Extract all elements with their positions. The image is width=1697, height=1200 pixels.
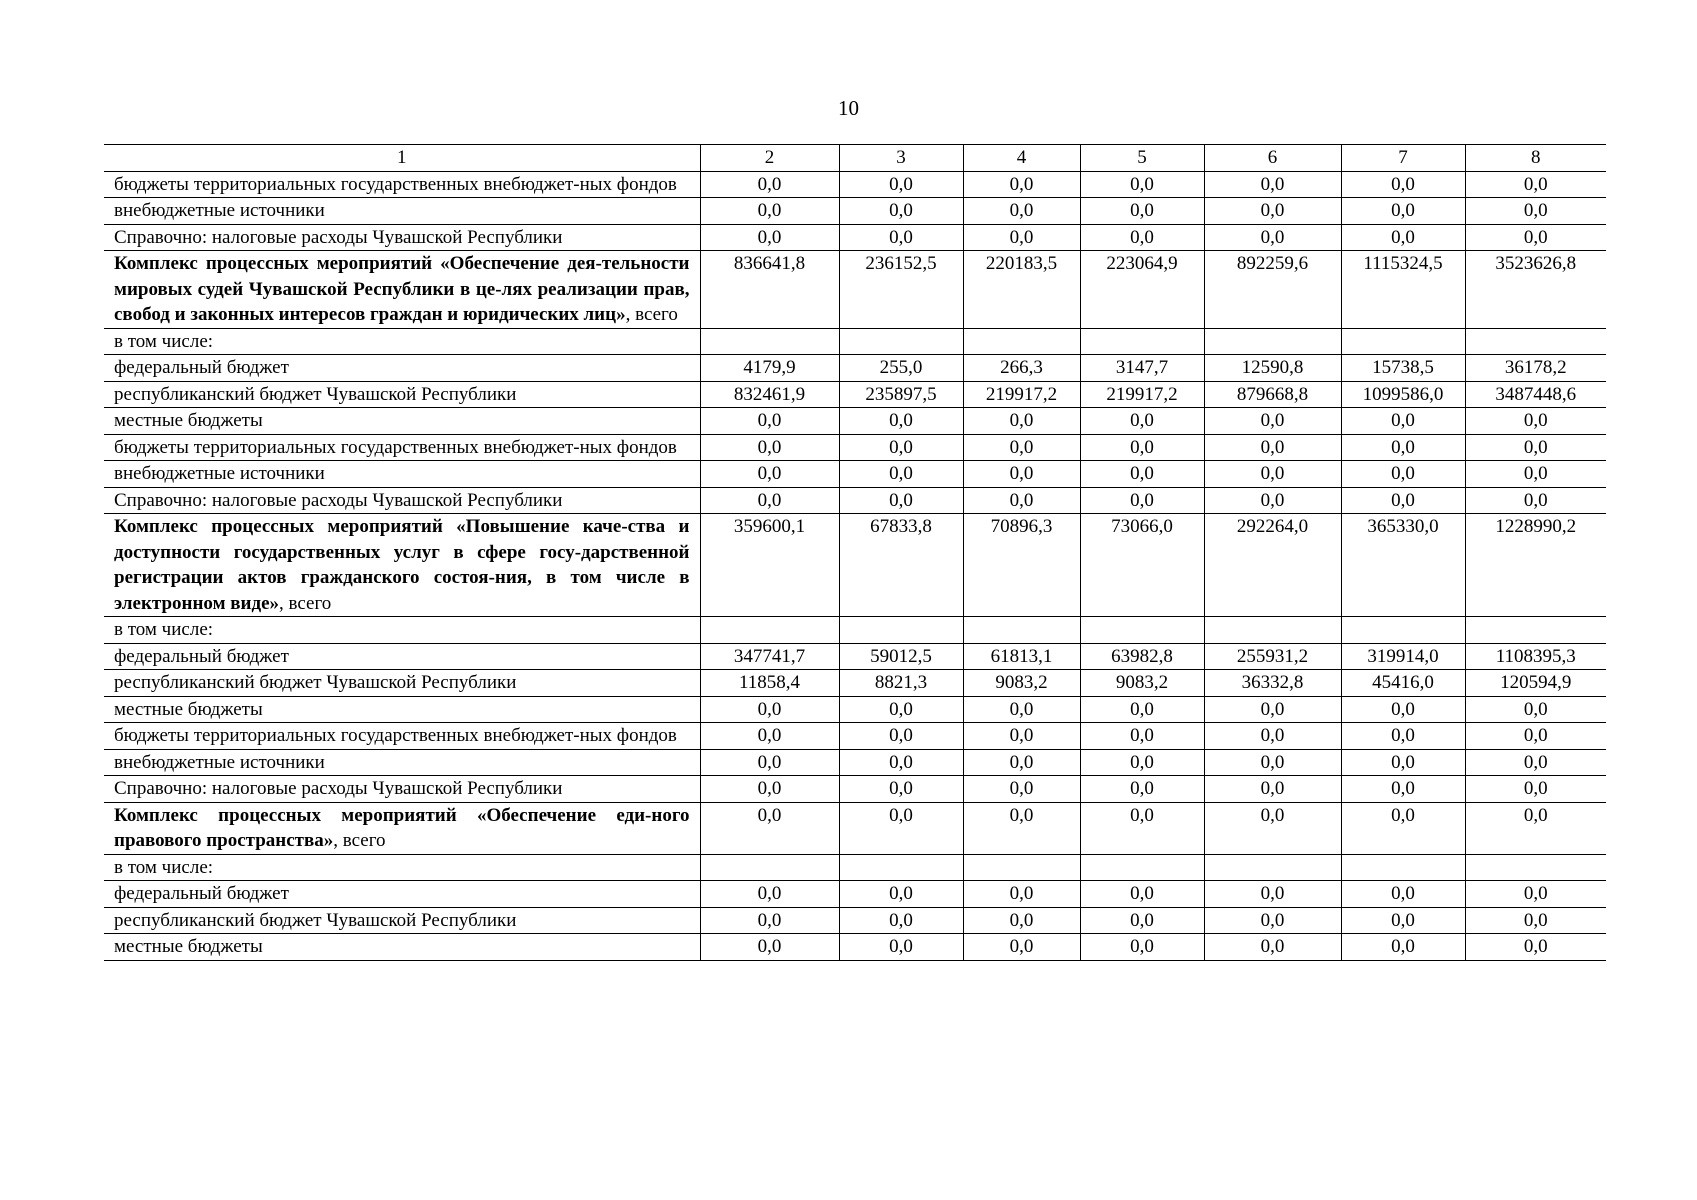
- value-cell: 0,0: [700, 776, 839, 803]
- value-cell: 0,0: [1465, 487, 1606, 514]
- value-cell: 0,0: [1080, 802, 1204, 854]
- value-cell: 0,0: [1341, 723, 1465, 750]
- value-cell: 0,0: [1080, 776, 1204, 803]
- table-row: [104, 776, 1606, 803]
- value-cell: 0,0: [700, 934, 839, 961]
- value-cell: 11858,4: [700, 670, 839, 697]
- row-name-cell: внебюджетные источники: [104, 749, 700, 776]
- row-name-cell: Справочно: налоговые расходы Чувашской Республики: [104, 224, 700, 251]
- value-cell: 0,0: [700, 881, 839, 908]
- table-row: [104, 514, 1606, 617]
- value-cell: 0,0: [1080, 723, 1204, 750]
- value-cell: 0,0: [1204, 776, 1341, 803]
- value-cell: 0,0: [1465, 408, 1606, 435]
- value-cell: 0,0: [700, 198, 839, 225]
- value-cell: 0,0: [1341, 934, 1465, 961]
- value-cell: 0,0: [1204, 907, 1341, 934]
- value-cell: 0,0: [700, 907, 839, 934]
- value-cell: 3147,7: [1080, 355, 1204, 382]
- value-cell: 0,0: [1341, 696, 1465, 723]
- value-cell: 0,0: [1080, 408, 1204, 435]
- value-cell: 0,0: [1204, 461, 1341, 488]
- value-cell: 0,0: [839, 907, 963, 934]
- table-row: [104, 723, 1606, 750]
- program-name: Комплекс процессных мероприятий «Обеспечение еди-ного правового пространства»: [114, 804, 690, 851]
- value-cell: 0,0: [963, 934, 1080, 961]
- value-cell: 223064,9: [1080, 251, 1204, 329]
- value-cell: 0,0: [1465, 696, 1606, 723]
- value-cell: 15738,5: [1341, 355, 1465, 382]
- value-cell: 8821,3: [839, 670, 963, 697]
- value-cell: 0,0: [1204, 934, 1341, 961]
- row-name-cell: бюджеты территориальных государственных внебюджет-ных фондов: [104, 723, 700, 750]
- table-row: [104, 934, 1606, 961]
- value-cell: 0,0: [839, 408, 963, 435]
- value-cell: 236152,5: [839, 251, 963, 329]
- value-cell: [1204, 854, 1341, 881]
- value-cell: 0,0: [700, 802, 839, 854]
- value-cell: 0,0: [963, 723, 1080, 750]
- value-cell: 4179,9: [700, 355, 839, 382]
- row-name-cell: Справочно: налоговые расходы Чувашской Республики: [104, 487, 700, 514]
- table-row: [104, 224, 1606, 251]
- value-cell: [839, 854, 963, 881]
- value-cell: 0,0: [1080, 934, 1204, 961]
- column-header: 3: [839, 145, 963, 172]
- value-cell: 0,0: [1465, 776, 1606, 803]
- value-cell: 219917,2: [1080, 381, 1204, 408]
- value-cell: 0,0: [839, 934, 963, 961]
- value-cell: 9083,2: [1080, 670, 1204, 697]
- value-cell: 879668,8: [1204, 381, 1341, 408]
- value-cell: 0,0: [1341, 776, 1465, 803]
- value-cell: 0,0: [1080, 696, 1204, 723]
- value-cell: 0,0: [839, 224, 963, 251]
- table-row: [104, 670, 1606, 697]
- table-row: [104, 355, 1606, 382]
- budget-table: [104, 144, 1606, 961]
- value-cell: 892259,6: [1204, 251, 1341, 329]
- value-cell: 0,0: [1465, 434, 1606, 461]
- table-row: [104, 907, 1606, 934]
- value-cell: 45416,0: [1341, 670, 1465, 697]
- row-name-cell: местные бюджеты: [104, 696, 700, 723]
- value-cell: 1099586,0: [1341, 381, 1465, 408]
- column-header: 2: [700, 145, 839, 172]
- value-cell: 0,0: [1204, 408, 1341, 435]
- table-row: [104, 487, 1606, 514]
- value-cell: 0,0: [1080, 198, 1204, 225]
- value-cell: 0,0: [1341, 171, 1465, 198]
- value-cell: [839, 617, 963, 644]
- value-cell: 0,0: [1341, 487, 1465, 514]
- value-cell: [1204, 617, 1341, 644]
- row-name-cell: местные бюджеты: [104, 934, 700, 961]
- value-cell: 0,0: [839, 749, 963, 776]
- value-cell: 0,0: [1465, 461, 1606, 488]
- value-cell: [1080, 854, 1204, 881]
- column-header: 8: [1465, 145, 1606, 172]
- value-cell: 0,0: [963, 198, 1080, 225]
- value-cell: 0,0: [839, 198, 963, 225]
- value-cell: 3523626,8: [1465, 251, 1606, 329]
- value-cell: 0,0: [1204, 198, 1341, 225]
- value-cell: 1228990,2: [1465, 514, 1606, 617]
- table-row: [104, 408, 1606, 435]
- row-name-cell: в том числе:: [104, 854, 700, 881]
- value-cell: 36178,2: [1465, 355, 1606, 382]
- value-cell: 347741,7: [700, 643, 839, 670]
- value-cell: 255931,2: [1204, 643, 1341, 670]
- table-row: [104, 328, 1606, 355]
- value-cell: 0,0: [1080, 224, 1204, 251]
- value-cell: [700, 854, 839, 881]
- value-cell: 266,3: [963, 355, 1080, 382]
- program-total-suffix: , всего: [279, 592, 332, 614]
- value-cell: 0,0: [839, 776, 963, 803]
- value-cell: 0,0: [1204, 171, 1341, 198]
- value-cell: 0,0: [700, 696, 839, 723]
- value-cell: [1465, 617, 1606, 644]
- value-cell: [700, 328, 839, 355]
- value-cell: 219917,2: [963, 381, 1080, 408]
- value-cell: 0,0: [963, 696, 1080, 723]
- value-cell: 120594,9: [1465, 670, 1606, 697]
- value-cell: 0,0: [1341, 461, 1465, 488]
- value-cell: 0,0: [1465, 881, 1606, 908]
- value-cell: 0,0: [700, 487, 839, 514]
- table-row: [104, 461, 1606, 488]
- value-cell: 0,0: [1465, 171, 1606, 198]
- value-cell: 0,0: [1204, 802, 1341, 854]
- value-cell: 0,0: [700, 749, 839, 776]
- value-cell: 0,0: [1465, 749, 1606, 776]
- table-row: [104, 643, 1606, 670]
- value-cell: 0,0: [963, 224, 1080, 251]
- table-row: [104, 617, 1606, 644]
- value-cell: [1341, 617, 1465, 644]
- value-cell: 0,0: [1204, 224, 1341, 251]
- column-header: 7: [1341, 145, 1465, 172]
- value-cell: 0,0: [963, 749, 1080, 776]
- row-name-cell: внебюджетные источники: [104, 198, 700, 225]
- value-cell: 0,0: [963, 907, 1080, 934]
- value-cell: 0,0: [1204, 881, 1341, 908]
- row-name-cell: федеральный бюджет: [104, 355, 700, 382]
- value-cell: [963, 328, 1080, 355]
- column-header: 1: [104, 145, 700, 172]
- value-cell: 0,0: [1341, 881, 1465, 908]
- value-cell: 67833,8: [839, 514, 963, 617]
- value-cell: [1341, 854, 1465, 881]
- value-cell: 0,0: [963, 434, 1080, 461]
- value-cell: 0,0: [963, 881, 1080, 908]
- table-row: [104, 749, 1606, 776]
- column-header: 5: [1080, 145, 1204, 172]
- table-row: [104, 251, 1606, 329]
- value-cell: 0,0: [1341, 224, 1465, 251]
- row-name-cell: [104, 514, 700, 617]
- row-name-cell: в том числе:: [104, 617, 700, 644]
- value-cell: 0,0: [700, 461, 839, 488]
- value-cell: 0,0: [700, 224, 839, 251]
- row-name-cell: местные бюджеты: [104, 408, 700, 435]
- value-cell: [1341, 328, 1465, 355]
- row-name-cell: федеральный бюджет: [104, 881, 700, 908]
- value-cell: 0,0: [1204, 749, 1341, 776]
- value-cell: [963, 617, 1080, 644]
- value-cell: 359600,1: [700, 514, 839, 617]
- value-cell: 0,0: [700, 723, 839, 750]
- value-cell: 0,0: [1465, 198, 1606, 225]
- row-name-cell: республиканский бюджет Чувашской Республики: [104, 381, 700, 408]
- table-row: [104, 696, 1606, 723]
- value-cell: 292264,0: [1204, 514, 1341, 617]
- value-cell: 0,0: [963, 776, 1080, 803]
- row-name-cell: Справочно: налоговые расходы Чувашской Республики: [104, 776, 700, 803]
- value-cell: 70896,3: [963, 514, 1080, 617]
- value-cell: 0,0: [963, 408, 1080, 435]
- value-cell: 73066,0: [1080, 514, 1204, 617]
- page-number: 10: [838, 96, 859, 120]
- value-cell: 12590,8: [1204, 355, 1341, 382]
- value-cell: 0,0: [839, 487, 963, 514]
- value-cell: 0,0: [1465, 802, 1606, 854]
- value-cell: 0,0: [1341, 802, 1465, 854]
- value-cell: [700, 617, 839, 644]
- value-cell: 63982,8: [1080, 643, 1204, 670]
- value-cell: 220183,5: [963, 251, 1080, 329]
- value-cell: 61813,1: [963, 643, 1080, 670]
- row-name-cell: [104, 802, 700, 854]
- value-cell: 0,0: [839, 802, 963, 854]
- value-cell: 0,0: [1341, 408, 1465, 435]
- program-name: Комплекс процессных мероприятий «Обеспечение дея-тельности мировых судей Чувашской Республики в це-лях реализации прав, свобод и законных интересов граждан и юридических лиц»: [114, 253, 690, 325]
- value-cell: 0,0: [1341, 907, 1465, 934]
- header-row: [104, 145, 1606, 172]
- value-cell: 59012,5: [839, 643, 963, 670]
- value-cell: 9083,2: [963, 670, 1080, 697]
- table-row: [104, 198, 1606, 225]
- value-cell: 255,0: [839, 355, 963, 382]
- value-cell: 1115324,5: [1341, 251, 1465, 329]
- value-cell: 836641,8: [700, 251, 839, 329]
- value-cell: 0,0: [1204, 487, 1341, 514]
- value-cell: 0,0: [839, 881, 963, 908]
- value-cell: 1108395,3: [1465, 643, 1606, 670]
- value-cell: 0,0: [839, 171, 963, 198]
- table-row: [104, 171, 1606, 198]
- value-cell: 3487448,6: [1465, 381, 1606, 408]
- program-name: Комплекс процессных мероприятий «Повышение каче-ства и доступности государственных услуг в сфере госу-дарственной регистрации актов гражданского состоя-ния, в том числе в электронном виде»: [114, 516, 690, 614]
- value-cell: 0,0: [1465, 907, 1606, 934]
- value-cell: 0,0: [1341, 749, 1465, 776]
- value-cell: 0,0: [1080, 434, 1204, 461]
- row-name-cell: федеральный бюджет: [104, 643, 700, 670]
- value-cell: 0,0: [963, 171, 1080, 198]
- row-name-cell: в том числе:: [104, 328, 700, 355]
- table-row: [104, 802, 1606, 854]
- value-cell: 235897,5: [839, 381, 963, 408]
- value-cell: [1204, 328, 1341, 355]
- value-cell: 0,0: [963, 487, 1080, 514]
- value-cell: 0,0: [1080, 749, 1204, 776]
- table-row: [104, 381, 1606, 408]
- value-cell: [1080, 617, 1204, 644]
- value-cell: 0,0: [839, 461, 963, 488]
- table-row: [104, 854, 1606, 881]
- row-name-cell: республиканский бюджет Чувашской Республики: [104, 670, 700, 697]
- value-cell: [1465, 854, 1606, 881]
- row-name-cell: внебюджетные источники: [104, 461, 700, 488]
- table-row: [104, 434, 1606, 461]
- value-cell: 832461,9: [700, 381, 839, 408]
- table-body: [104, 145, 1606, 961]
- value-cell: 0,0: [1080, 487, 1204, 514]
- column-header: 6: [1204, 145, 1341, 172]
- value-cell: 0,0: [963, 802, 1080, 854]
- value-cell: 0,0: [1204, 434, 1341, 461]
- row-name-cell: [104, 251, 700, 329]
- value-cell: 0,0: [839, 696, 963, 723]
- value-cell: 0,0: [700, 171, 839, 198]
- column-header: 4: [963, 145, 1080, 172]
- value-cell: 0,0: [1465, 224, 1606, 251]
- value-cell: 365330,0: [1341, 514, 1465, 617]
- value-cell: [1080, 328, 1204, 355]
- value-cell: [839, 328, 963, 355]
- value-cell: 0,0: [1080, 881, 1204, 908]
- value-cell: [1465, 328, 1606, 355]
- value-cell: 0,0: [1465, 934, 1606, 961]
- value-cell: 0,0: [1080, 907, 1204, 934]
- value-cell: 0,0: [839, 723, 963, 750]
- value-cell: 0,0: [963, 461, 1080, 488]
- value-cell: 0,0: [1465, 723, 1606, 750]
- value-cell: 0,0: [1080, 461, 1204, 488]
- value-cell: 0,0: [1341, 198, 1465, 225]
- value-cell: [963, 854, 1080, 881]
- row-name-cell: бюджеты территориальных государственных внебюджет-ных фондов: [104, 434, 700, 461]
- program-total-suffix: , всего: [333, 830, 386, 851]
- value-cell: 0,0: [1080, 171, 1204, 198]
- value-cell: 0,0: [839, 434, 963, 461]
- value-cell: 319914,0: [1341, 643, 1465, 670]
- value-cell: 0,0: [1341, 434, 1465, 461]
- table-row: [104, 881, 1606, 908]
- value-cell: 0,0: [1204, 696, 1341, 723]
- row-name-cell: республиканский бюджет Чувашской Республики: [104, 907, 700, 934]
- value-cell: 36332,8: [1204, 670, 1341, 697]
- program-total-suffix: , всего: [625, 304, 678, 325]
- value-cell: 0,0: [700, 408, 839, 435]
- value-cell: 0,0: [1204, 723, 1341, 750]
- value-cell: 0,0: [700, 434, 839, 461]
- row-name-cell: бюджеты территориальных государственных внебюджет-ных фондов: [104, 171, 700, 198]
